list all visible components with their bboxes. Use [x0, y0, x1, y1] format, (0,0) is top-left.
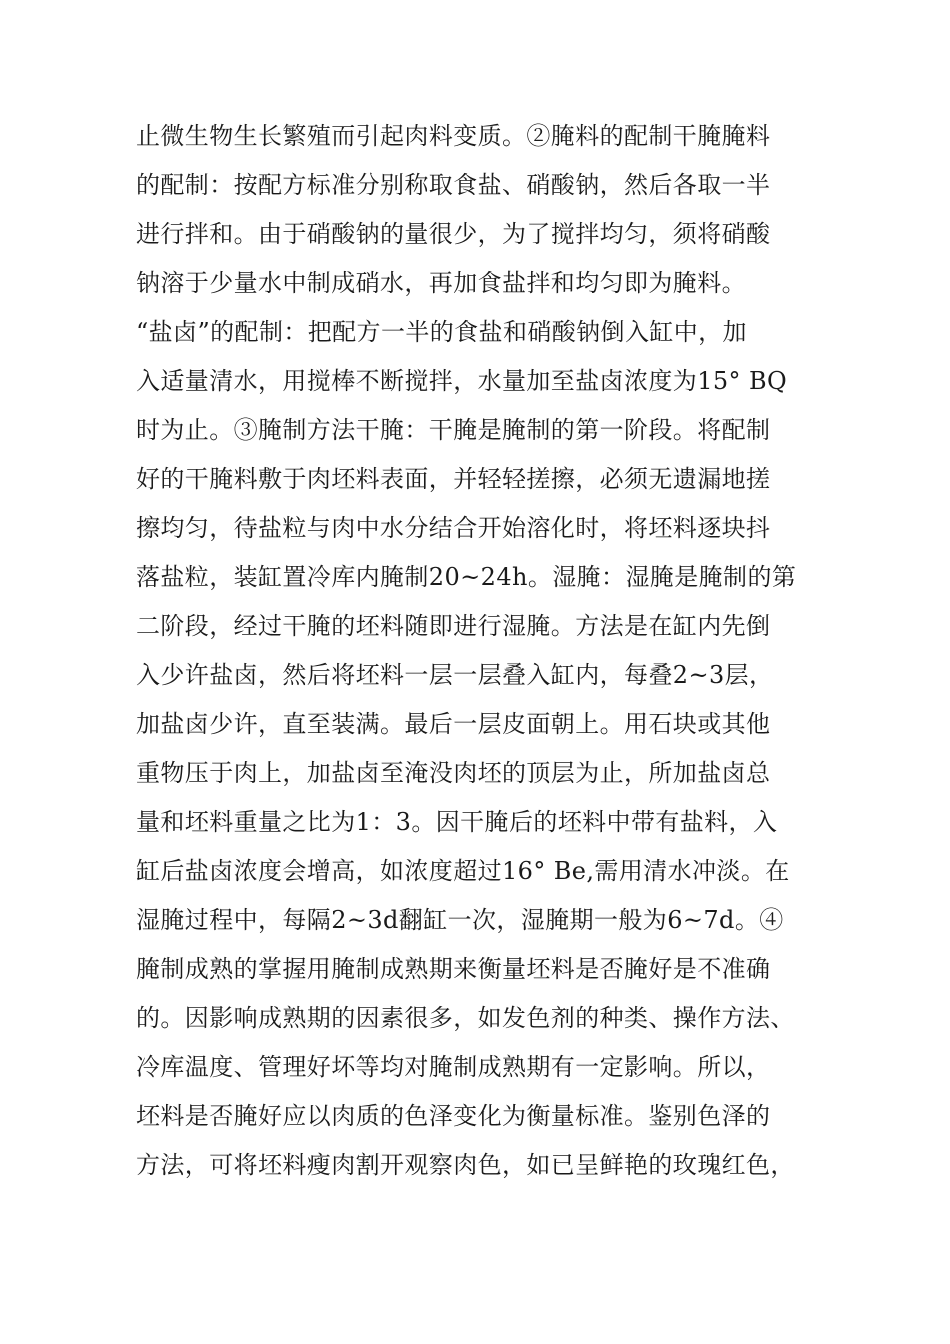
- text-line: 湿腌过程中，每隔2~3d翻缸一次，湿腌期一般为6~7d。④: [136, 906, 784, 934]
- text-line: 腌制成熟的掌握用腌制成熟期来衡量坯料是否腌好是不准确: [136, 955, 771, 983]
- text-line: 重物压于肉上，加盐卤至淹没肉坯的顶层为止，所加盐卤总: [136, 759, 771, 787]
- text-line: 进行拌和。由于硝酸钠的量很少，为了搅拌均匀，须将硝酸: [136, 220, 771, 248]
- text-line: 的。因影响成熟期的因素很多，如发色剂的种类、操作方法、: [136, 1004, 795, 1032]
- text-line: 好的干腌料敷于肉坯料表面，并轻轻搓擦，必须无遗漏地搓: [136, 465, 771, 493]
- text-line: 入少许盐卤，然后将坯料一层一层叠入缸内，每叠2~3层，: [136, 661, 774, 689]
- text-line: 冷库温度、管理好坏等均对腌制成熟期有一定影响。所以，: [136, 1053, 771, 1081]
- text-line: 时为止。③腌制方法干腌：干腌是腌制的第一阶段。将配制: [136, 416, 771, 444]
- text-line: 入适量清水，用搅棒不断搅拌，水量加至盐卤浓度为15° BQ: [136, 367, 788, 395]
- text-line: “盐卤”的配制：把配方一半的食盐和硝酸钠倒入缸中，加: [136, 318, 747, 346]
- text-line: 量和坯料重量之比为1：3。因干腌后的坯料中带有盐料，入: [136, 808, 778, 836]
- text-line: 加盐卤少许，直至装满。最后一层皮面朝上。用石块或其他: [136, 710, 771, 738]
- text-line: 坯料是否腌好应以肉质的色泽变化为衡量标准。鉴别色泽的: [136, 1102, 771, 1130]
- text-line: 擦均匀，待盐粒与肉中水分结合开始溶化时，将坯料逐块抖: [136, 514, 771, 542]
- text-line: 方法，可将坯料瘦肉割开观察肉色，如已呈鲜艳的玫瑰红色，: [136, 1151, 795, 1179]
- text-line: 钠溶于少量水中制成硝水，再加食盐拌和均匀即为腌料。: [136, 269, 746, 297]
- text-line: 二阶段，经过干腌的坯料随即进行湿腌。方法是在缸内先倒: [136, 612, 771, 640]
- text-line: 缸后盐卤浓度会增高，如浓度超过16° Be,需用清水冲淡。在: [136, 857, 790, 885]
- text-line: 的配制：按配方标准分别称取食盐、硝酸钠，然后各取一半: [136, 171, 771, 199]
- text-line: 止微生物生长繁殖而引起肉料变质。②腌料的配制干腌腌料: [136, 122, 771, 150]
- body-text: [136, 112, 836, 1190]
- text-line: 落盐粒，装缸置冷库内腌制20~24h。湿腌：湿腌是腌制的第: [136, 563, 797, 591]
